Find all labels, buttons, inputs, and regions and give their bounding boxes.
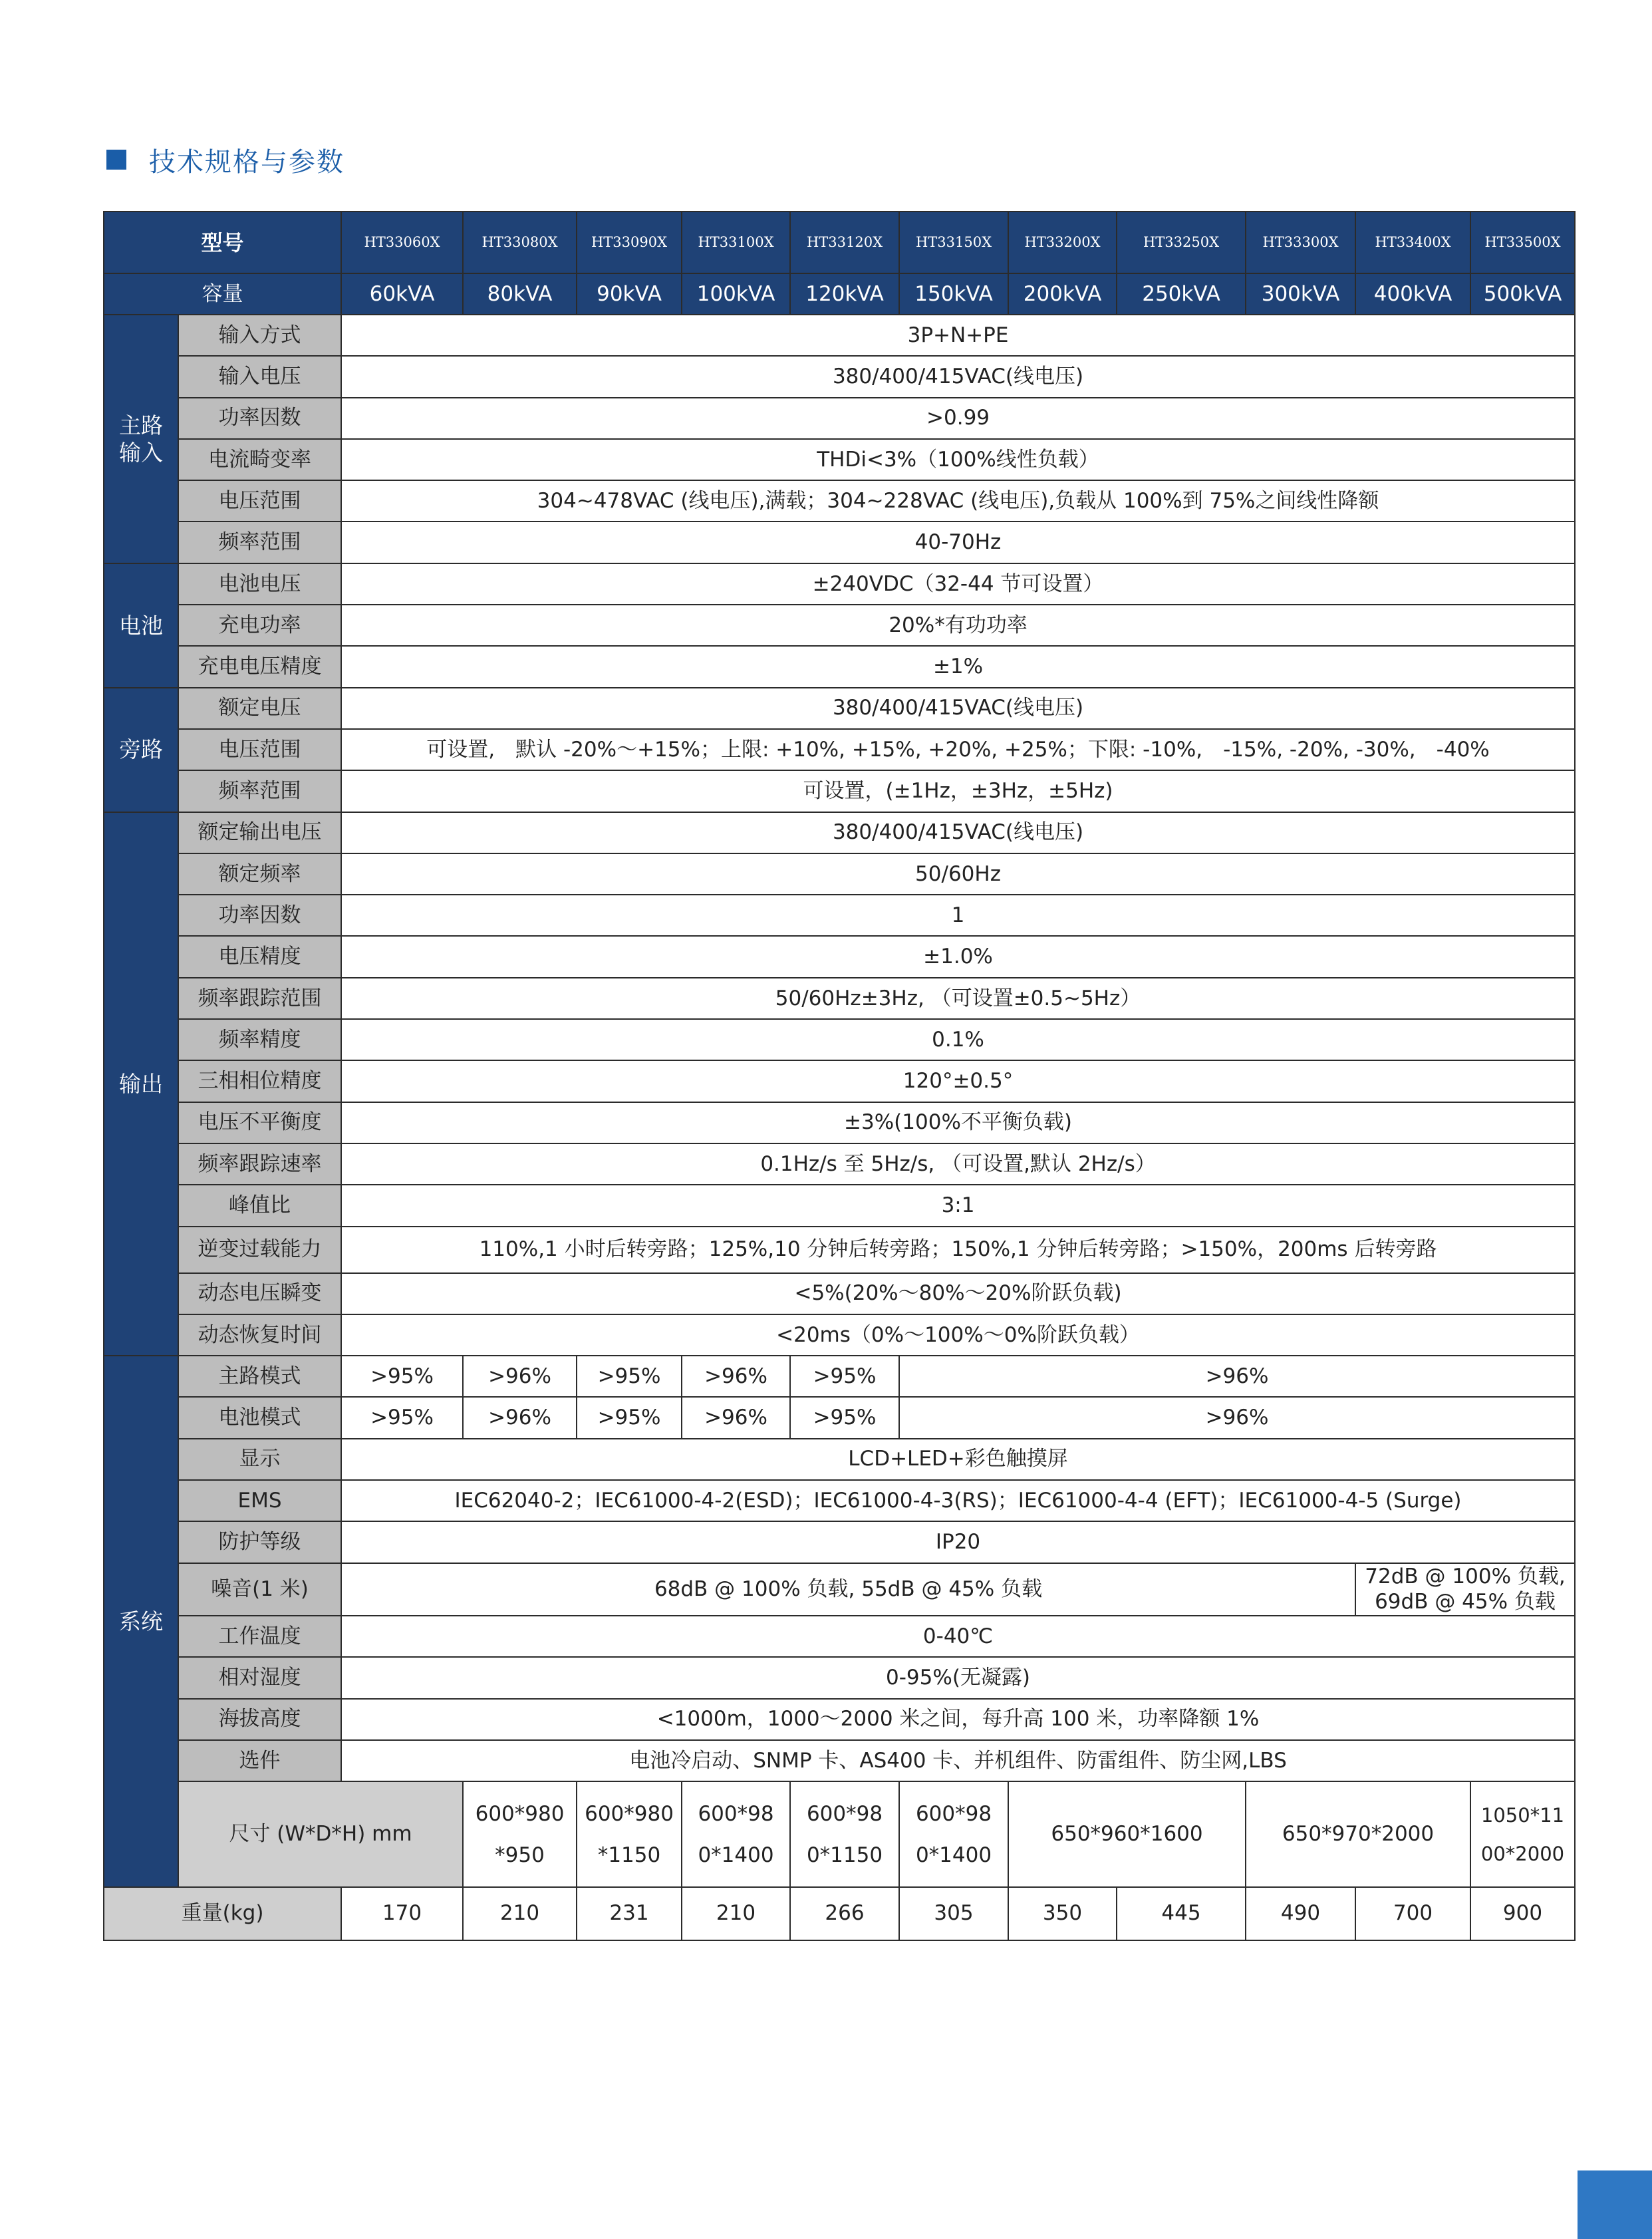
row-value: 380/400/415VAC(线电压) — [341, 688, 1575, 729]
row-label: 电压范围 — [178, 480, 341, 522]
table-row — [104, 770, 1575, 812]
row-label: 显示 — [178, 1439, 341, 1480]
row-value: 650*970*2000 — [1246, 1781, 1470, 1887]
row-value: 210 — [463, 1887, 577, 1940]
row-value: <20ms（0%～100%～0%阶跃负载） — [341, 1314, 1575, 1356]
capacity-row — [104, 273, 1575, 315]
row-value: 380/400/415VAC(线电压) — [341, 356, 1575, 397]
table-row — [104, 1227, 1575, 1273]
row-value: IP20 — [341, 1521, 1575, 1563]
row-value: 350 — [1008, 1887, 1117, 1940]
row-value: <1000m，1000～2000 米之间，每升高 100 米，功率降额 1% — [341, 1699, 1575, 1740]
row-value: >96% — [682, 1397, 790, 1438]
row-label: 工作温度 — [178, 1616, 341, 1657]
row-value: 可设置, 默认 -20%～+15%；上限: +10%, +15%, +20%, +25%；下限: -10%, -15%, -20%, -30%, -40% — [341, 729, 1575, 770]
table-row — [104, 853, 1575, 895]
table-row — [104, 1563, 1575, 1616]
row-value: 0-95%(无凝露) — [341, 1657, 1575, 1698]
row-value: 266 — [790, 1887, 899, 1940]
model-cell: HT33090X — [577, 212, 682, 273]
row-label: 充电功率 — [178, 605, 341, 646]
row-value: 304~478VAC (线电压),满载；304~228VAC (线电压),负载从 100%到 75%之间线性降额 — [341, 480, 1575, 522]
heading-square-icon — [106, 150, 126, 170]
row-value: 600*98 0*1150 — [790, 1781, 899, 1887]
table-row — [104, 1397, 1575, 1438]
row-value: >95% — [790, 1397, 899, 1438]
group-output: 输出 — [104, 812, 178, 1356]
row-value: >95% — [790, 1356, 899, 1397]
row-label: 峰值比 — [178, 1185, 341, 1226]
table-row — [104, 1314, 1575, 1356]
row-label: 频率范围 — [178, 770, 341, 812]
table-row — [104, 1439, 1575, 1480]
table-row — [104, 895, 1575, 936]
row-label: 输入电压 — [178, 356, 341, 397]
table-row — [104, 1019, 1575, 1060]
row-value: >95% — [341, 1397, 463, 1438]
row-value: >96% — [682, 1356, 790, 1397]
row-label: 输入方式 — [178, 315, 341, 356]
row-value: IEC62040-2；IEC61000-4-2(ESD)；IEC61000-4-3(RS)；IEC61000-4-4 (EFT)；IEC61000-4-5 (Surge) — [341, 1480, 1575, 1521]
row-value: ±1% — [341, 646, 1575, 687]
row-label: 电压精度 — [178, 936, 341, 977]
table-row — [104, 356, 1575, 397]
model-row — [104, 212, 1575, 273]
row-label: 充电电压精度 — [178, 646, 341, 687]
row-label: 三相相位精度 — [178, 1060, 341, 1102]
row-label: 电流畸变率 — [178, 439, 341, 480]
row-value: 1 — [341, 895, 1575, 936]
row-label: 电池电压 — [178, 563, 341, 605]
row-label: 额定输出电压 — [178, 812, 341, 853]
row-value: >96% — [899, 1356, 1575, 1397]
dimensions-row — [104, 1781, 1575, 1887]
row-value: 3:1 — [341, 1185, 1575, 1226]
row-label: 功率因数 — [178, 398, 341, 439]
row-value: 0.1Hz/s 至 5Hz/s, （可设置,默认 2Hz/s） — [341, 1143, 1575, 1185]
capacity-cell: 500kVA — [1470, 273, 1575, 315]
table-row — [104, 936, 1575, 977]
capacity-cell: 100kVA — [682, 273, 790, 315]
model-cell: HT33080X — [463, 212, 577, 273]
row-label: EMS — [178, 1480, 341, 1521]
table-row — [104, 1521, 1575, 1563]
table-row — [104, 1102, 1575, 1143]
row-value: 可设置，(±1Hz，±3Hz，±5Hz) — [341, 770, 1575, 812]
row-value: ±240VDC（32-44 节可设置） — [341, 563, 1575, 605]
group-battery: 电池 — [104, 563, 178, 688]
capacity-cell: 80kVA — [463, 273, 577, 315]
capacity-cell: 60kVA — [341, 273, 463, 315]
capacity-cell: 90kVA — [577, 273, 682, 315]
row-value: 900 — [1470, 1887, 1575, 1940]
row-value: 600*980 *950 — [463, 1781, 577, 1887]
row-label: 电压不平衡度 — [178, 1102, 341, 1143]
row-value: >96% — [463, 1397, 577, 1438]
row-label: 电池模式 — [178, 1397, 341, 1438]
capacity-label: 容量 — [104, 273, 341, 315]
table-row — [104, 1273, 1575, 1314]
row-value: <5%(20%～80%～20%阶跃负载) — [341, 1273, 1575, 1314]
row-value: 305 — [899, 1887, 1008, 1940]
row-value: 50/60Hz±3Hz, （可设置±0.5~5Hz） — [341, 978, 1575, 1019]
row-value: 40-70Hz — [341, 522, 1575, 563]
table-row — [104, 1740, 1575, 1781]
row-label: 主路模式 — [178, 1356, 341, 1397]
row-value: 50/60Hz — [341, 853, 1575, 895]
row-value: 380/400/415VAC(线电压) — [341, 812, 1575, 853]
row-value: 170 — [341, 1887, 463, 1940]
capacity-cell: 150kVA — [899, 273, 1008, 315]
row-value: 0.1% — [341, 1019, 1575, 1060]
row-value: 650*960*1600 — [1008, 1781, 1246, 1887]
row-label: 海拔高度 — [178, 1699, 341, 1740]
row-value: 20%*有功功率 — [341, 605, 1575, 646]
row-label: 动态恢复时间 — [178, 1314, 341, 1356]
group-input: 主路 输入 — [104, 315, 178, 563]
row-value: 600*98 0*1400 — [899, 1781, 1008, 1887]
row-value: 120°±0.5° — [341, 1060, 1575, 1102]
table-row — [104, 812, 1575, 853]
row-value: LCD+LED+彩色触摸屏 — [341, 1439, 1575, 1480]
table-row — [104, 1060, 1575, 1102]
model-cell: HT33250X — [1117, 212, 1246, 273]
row-value: THDi<3%（100%线性负载） — [341, 439, 1575, 480]
table-row — [104, 688, 1575, 729]
capacity-cell: 400kVA — [1355, 273, 1470, 315]
page-corner-block — [1578, 2170, 1652, 2239]
table-row — [104, 480, 1575, 522]
row-value: 600*980 *1150 — [577, 1781, 682, 1887]
model-cell: HT33060X — [341, 212, 463, 273]
row-label: 功率因数 — [178, 895, 341, 936]
row-label: 频率精度 — [178, 1019, 341, 1060]
row-value: ±3%(100%不平衡负载) — [341, 1102, 1575, 1143]
model-cell: HT33400X — [1355, 212, 1470, 273]
row-value: 1050*11 00*2000 — [1470, 1781, 1575, 1887]
table-row — [104, 439, 1575, 480]
capacity-cell: 300kVA — [1246, 273, 1355, 315]
capacity-cell: 120kVA — [790, 273, 899, 315]
row-value: 0-40℃ — [341, 1616, 1575, 1657]
row-value: >96% — [463, 1356, 577, 1397]
row-label: 频率跟踪速率 — [178, 1143, 341, 1185]
row-value: >95% — [577, 1356, 682, 1397]
row-label: 额定频率 — [178, 853, 341, 895]
row-value: 700 — [1355, 1887, 1470, 1940]
row-label: 额定电压 — [178, 688, 341, 729]
row-label: 逆变过载能力 — [178, 1227, 341, 1273]
model-cell: HT33300X — [1246, 212, 1355, 273]
group-bypass: 旁路 — [104, 688, 178, 812]
row-value: 600*98 0*1400 — [682, 1781, 790, 1887]
table-row — [104, 1480, 1575, 1521]
table-row — [104, 1143, 1575, 1185]
table-row — [104, 1699, 1575, 1740]
weight-row — [104, 1887, 1575, 1940]
row-label: 噪音(1 米) — [178, 1563, 341, 1616]
table-row — [104, 522, 1575, 563]
row-value: >95% — [341, 1356, 463, 1397]
section-title: 技术规格与参数 — [149, 146, 344, 178]
table-row — [104, 1185, 1575, 1226]
spec-table — [103, 211, 1576, 1941]
row-value: 110%,1 小时后转旁路；125%,10 分钟后转旁路；150%,1 分钟后转旁路；>150%，200ms 后转旁路 — [341, 1227, 1575, 1273]
table-row — [104, 315, 1575, 356]
table-row — [104, 398, 1575, 439]
table-row — [104, 1616, 1575, 1657]
table-row — [104, 729, 1575, 770]
model-cell: HT33500X — [1470, 212, 1575, 273]
row-label: 选件 — [178, 1740, 341, 1781]
row-value: >96% — [899, 1397, 1575, 1438]
row-value: 电池冷启动、SNMP 卡、AS400 卡、并机组件、防雷组件、防尘网,LBS — [341, 1740, 1575, 1781]
model-cell: HT33100X — [682, 212, 790, 273]
row-value: 445 — [1117, 1887, 1246, 1940]
model-label: 型号 — [104, 212, 341, 273]
section-heading — [106, 140, 344, 180]
row-value: 72dB @ 100% 负载, 69dB @ 45% 负载 — [1355, 1563, 1575, 1616]
row-value: ±1.0% — [341, 936, 1575, 977]
table-row — [104, 563, 1575, 605]
model-cell: HT33150X — [899, 212, 1008, 273]
row-value: 68dB @ 100% 负载, 55dB @ 45% 负载 — [341, 1563, 1355, 1616]
table-row — [104, 978, 1575, 1019]
row-value: 490 — [1246, 1887, 1355, 1940]
model-cell: HT33200X — [1008, 212, 1117, 273]
row-label: 动态电压瞬变 — [178, 1273, 341, 1314]
row-value: 210 — [682, 1887, 790, 1940]
capacity-cell: 250kVA — [1117, 273, 1246, 315]
row-label: 防护等级 — [178, 1521, 341, 1563]
capacity-cell: 200kVA — [1008, 273, 1117, 315]
row-value: 3P+N+PE — [341, 315, 1575, 356]
table-row — [104, 1657, 1575, 1698]
table-row — [104, 605, 1575, 646]
group-system: 系统 — [104, 1356, 178, 1887]
row-label: 频率跟踪范围 — [178, 978, 341, 1019]
row-value: 231 — [577, 1887, 682, 1940]
row-label: 尺寸 (W*D*H) mm — [178, 1781, 463, 1887]
row-value: >95% — [577, 1397, 682, 1438]
table-row — [104, 646, 1575, 687]
row-label: 相对湿度 — [178, 1657, 341, 1698]
row-value: >0.99 — [341, 398, 1575, 439]
table-row — [104, 1356, 1575, 1397]
model-cell: HT33120X — [790, 212, 899, 273]
row-label: 频率范围 — [178, 522, 341, 563]
row-label: 重量(kg) — [104, 1887, 341, 1940]
row-label: 电压范围 — [178, 729, 341, 770]
